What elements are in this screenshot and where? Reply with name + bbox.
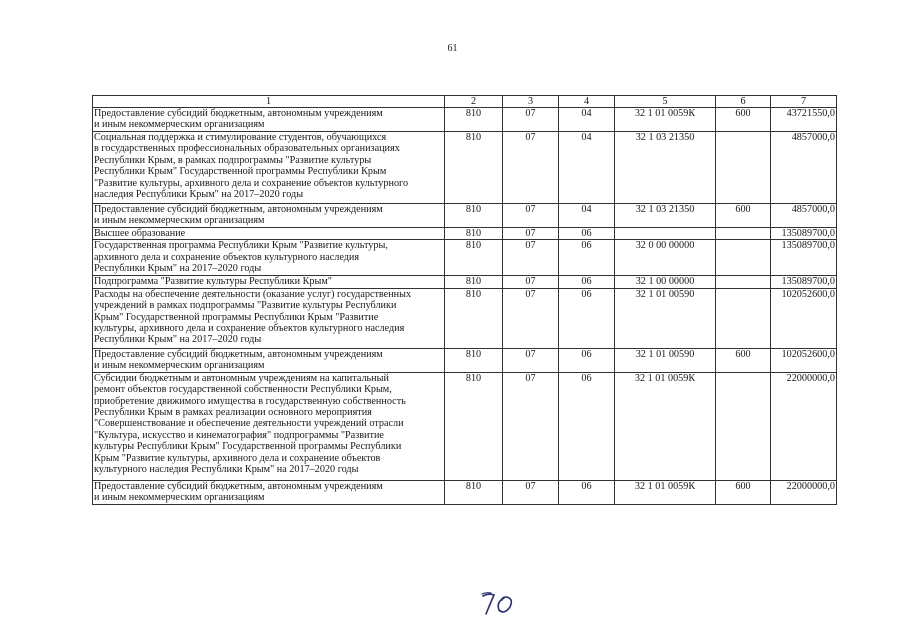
row-col6-cell [716,228,771,240]
row-name-cell: Государственная программа Республики Крым "Развитие культуры, архивного дела и сохранение объектов культурного наследия Республики Крым" на 2017–2020 годы [93,240,445,276]
row-col3-cell: 07 [503,240,559,276]
row-col4-cell: 06 [559,480,615,504]
row-col5-cell: 32 1 01 0059К [615,372,716,480]
row-amount-cell: 4857000,0 [771,204,837,228]
row-col2-cell: 810 [445,276,503,288]
row-amount-cell: 135089700,0 [771,228,837,240]
header-cell: 6 [716,96,771,108]
table-row [93,204,837,228]
table-row [93,372,837,480]
page-number: 61 [447,43,458,54]
row-name-cell: Подпрограмма "Развитие культуры Республики Крым" [93,276,445,288]
table-row [93,348,837,372]
row-col5-cell: 32 1 01 00590 [615,348,716,372]
row-col3-cell: 07 [503,348,559,372]
row-name-cell: Предоставление субсидий бюджетным, автономным учреждениям и иным некоммерческим организациям [93,348,445,372]
row-col3-cell: 07 [503,276,559,288]
row-col2-cell: 810 [445,372,503,480]
row-col4-cell: 04 [559,108,615,132]
row-col6-cell: 600 [716,348,771,372]
row-col5-cell: 32 1 03 21350 [615,204,716,228]
row-col6-cell: 600 [716,204,771,228]
row-name-cell: Предоставление субсидий бюджетным, автономным учреждениям и иным некоммерческим организациям [93,204,445,228]
row-col4-cell: 06 [559,240,615,276]
row-amount-cell: 135089700,0 [771,240,837,276]
row-col4-cell: 06 [559,228,615,240]
row-amount-cell: 22000000,0 [771,372,837,480]
row-col5-cell: 32 1 00 00000 [615,276,716,288]
table-row [93,288,837,348]
row-col5-cell: 32 1 01 0059К [615,108,716,132]
row-col6-cell: 600 [716,108,771,132]
row-col3-cell: 07 [503,204,559,228]
row-name-cell: Социальная поддержка и стимулирование студентов, обучающихся в государственных профессиональных образовательных организациях Республики Крым, в рамках подпрограммы "Развитие культуры Республики Крым" Государственной программы Республики Крым "Развитие культуры, архивного дела и сохранение объектов культурного наследия Республики Крым" на 2017–2020 годы [93,132,445,204]
row-col5-cell: 32 0 00 00000 [615,240,716,276]
row-name-cell: Предоставление субсидий бюджетным, автономным учреждениям и иным некоммерческим организациям [93,480,445,504]
row-col2-cell: 810 [445,204,503,228]
row-col4-cell: 06 [559,348,615,372]
row-col2-cell: 810 [445,108,503,132]
row-amount-cell: 4857000,0 [771,132,837,204]
header-cell: 5 [615,96,716,108]
budget-table [92,95,837,505]
table-row [93,108,837,132]
row-col3-cell: 07 [503,108,559,132]
row-col4-cell: 06 [559,372,615,480]
row-name-cell: Высшее образование [93,228,445,240]
row-col2-cell: 810 [445,480,503,504]
row-col4-cell: 04 [559,204,615,228]
row-col4-cell: 06 [559,288,615,348]
row-col6-cell [716,276,771,288]
row-name-cell: Расходы на обеспечение деятельности (оказание услуг) государственных учреждений в рамках подпрограммы "Развитие культуры Республики Крым" Государственной программы Республики Крым "Развитие культуры, архивного дела и сохранение объектов культурного наследия Республики Крым" на 2017–2020 годы [93,288,445,348]
row-amount-cell: 22000000,0 [771,480,837,504]
row-col6-cell [716,240,771,276]
row-col5-cell: 32 1 01 00590 [615,288,716,348]
row-amount-cell: 102052600,0 [771,288,837,348]
table-row [93,228,837,240]
row-col3-cell: 07 [503,288,559,348]
row-col2-cell: 810 [445,348,503,372]
header-cell: 4 [559,96,615,108]
row-col2-cell: 810 [445,288,503,348]
row-col5-cell [615,228,716,240]
row-col2-cell: 810 [445,240,503,276]
row-name-cell: Субсидии бюджетным и автономным учреждениям на капитальный ремонт объектов государственной собственности Республики Крым, приобретение движимого имущества в государственную собственность Республики Крым в рамках реализации основного мероприятия "Совершенствование и обеспечение деятельности учреждений отрасли "Культура, искусство и кинематография" подпрограммы "Развитие культуры Республики Крым" Государственной программы Республики Крым "Развитие культуры, архивного дела и сохранение объектов культурного наследия Республики Крым" на 2017–2020 годы [93,372,445,480]
row-col3-cell: 07 [503,480,559,504]
row-col6-cell [716,288,771,348]
row-amount-cell: 102052600,0 [771,348,837,372]
row-col3-cell: 07 [503,372,559,480]
row-col6-cell: 600 [716,480,771,504]
row-col3-cell: 07 [503,228,559,240]
row-amount-cell: 135089700,0 [771,276,837,288]
row-name-cell: Предоставление субсидий бюджетным, автономным учреждениям и иным некоммерческим организациям [93,108,445,132]
table-row [93,480,837,504]
table-row [93,276,837,288]
row-amount-cell: 43721550,0 [771,108,837,132]
table-row [93,240,837,276]
row-col6-cell [716,372,771,480]
row-col4-cell: 04 [559,132,615,204]
row-col2-cell: 810 [445,132,503,204]
header-cell: 2 [445,96,503,108]
row-col3-cell: 07 [503,132,559,204]
header-cell: 3 [503,96,559,108]
header-row [93,96,837,108]
row-col5-cell: 32 1 03 21350 [615,132,716,204]
row-col6-cell [716,132,771,204]
handwritten-mark [480,590,530,616]
row-col5-cell: 32 1 01 0059К [615,480,716,504]
table-row [93,132,837,204]
row-col2-cell: 810 [445,228,503,240]
header-cell: 7 [771,96,837,108]
header-cell: 1 [93,96,445,108]
row-col4-cell: 06 [559,276,615,288]
